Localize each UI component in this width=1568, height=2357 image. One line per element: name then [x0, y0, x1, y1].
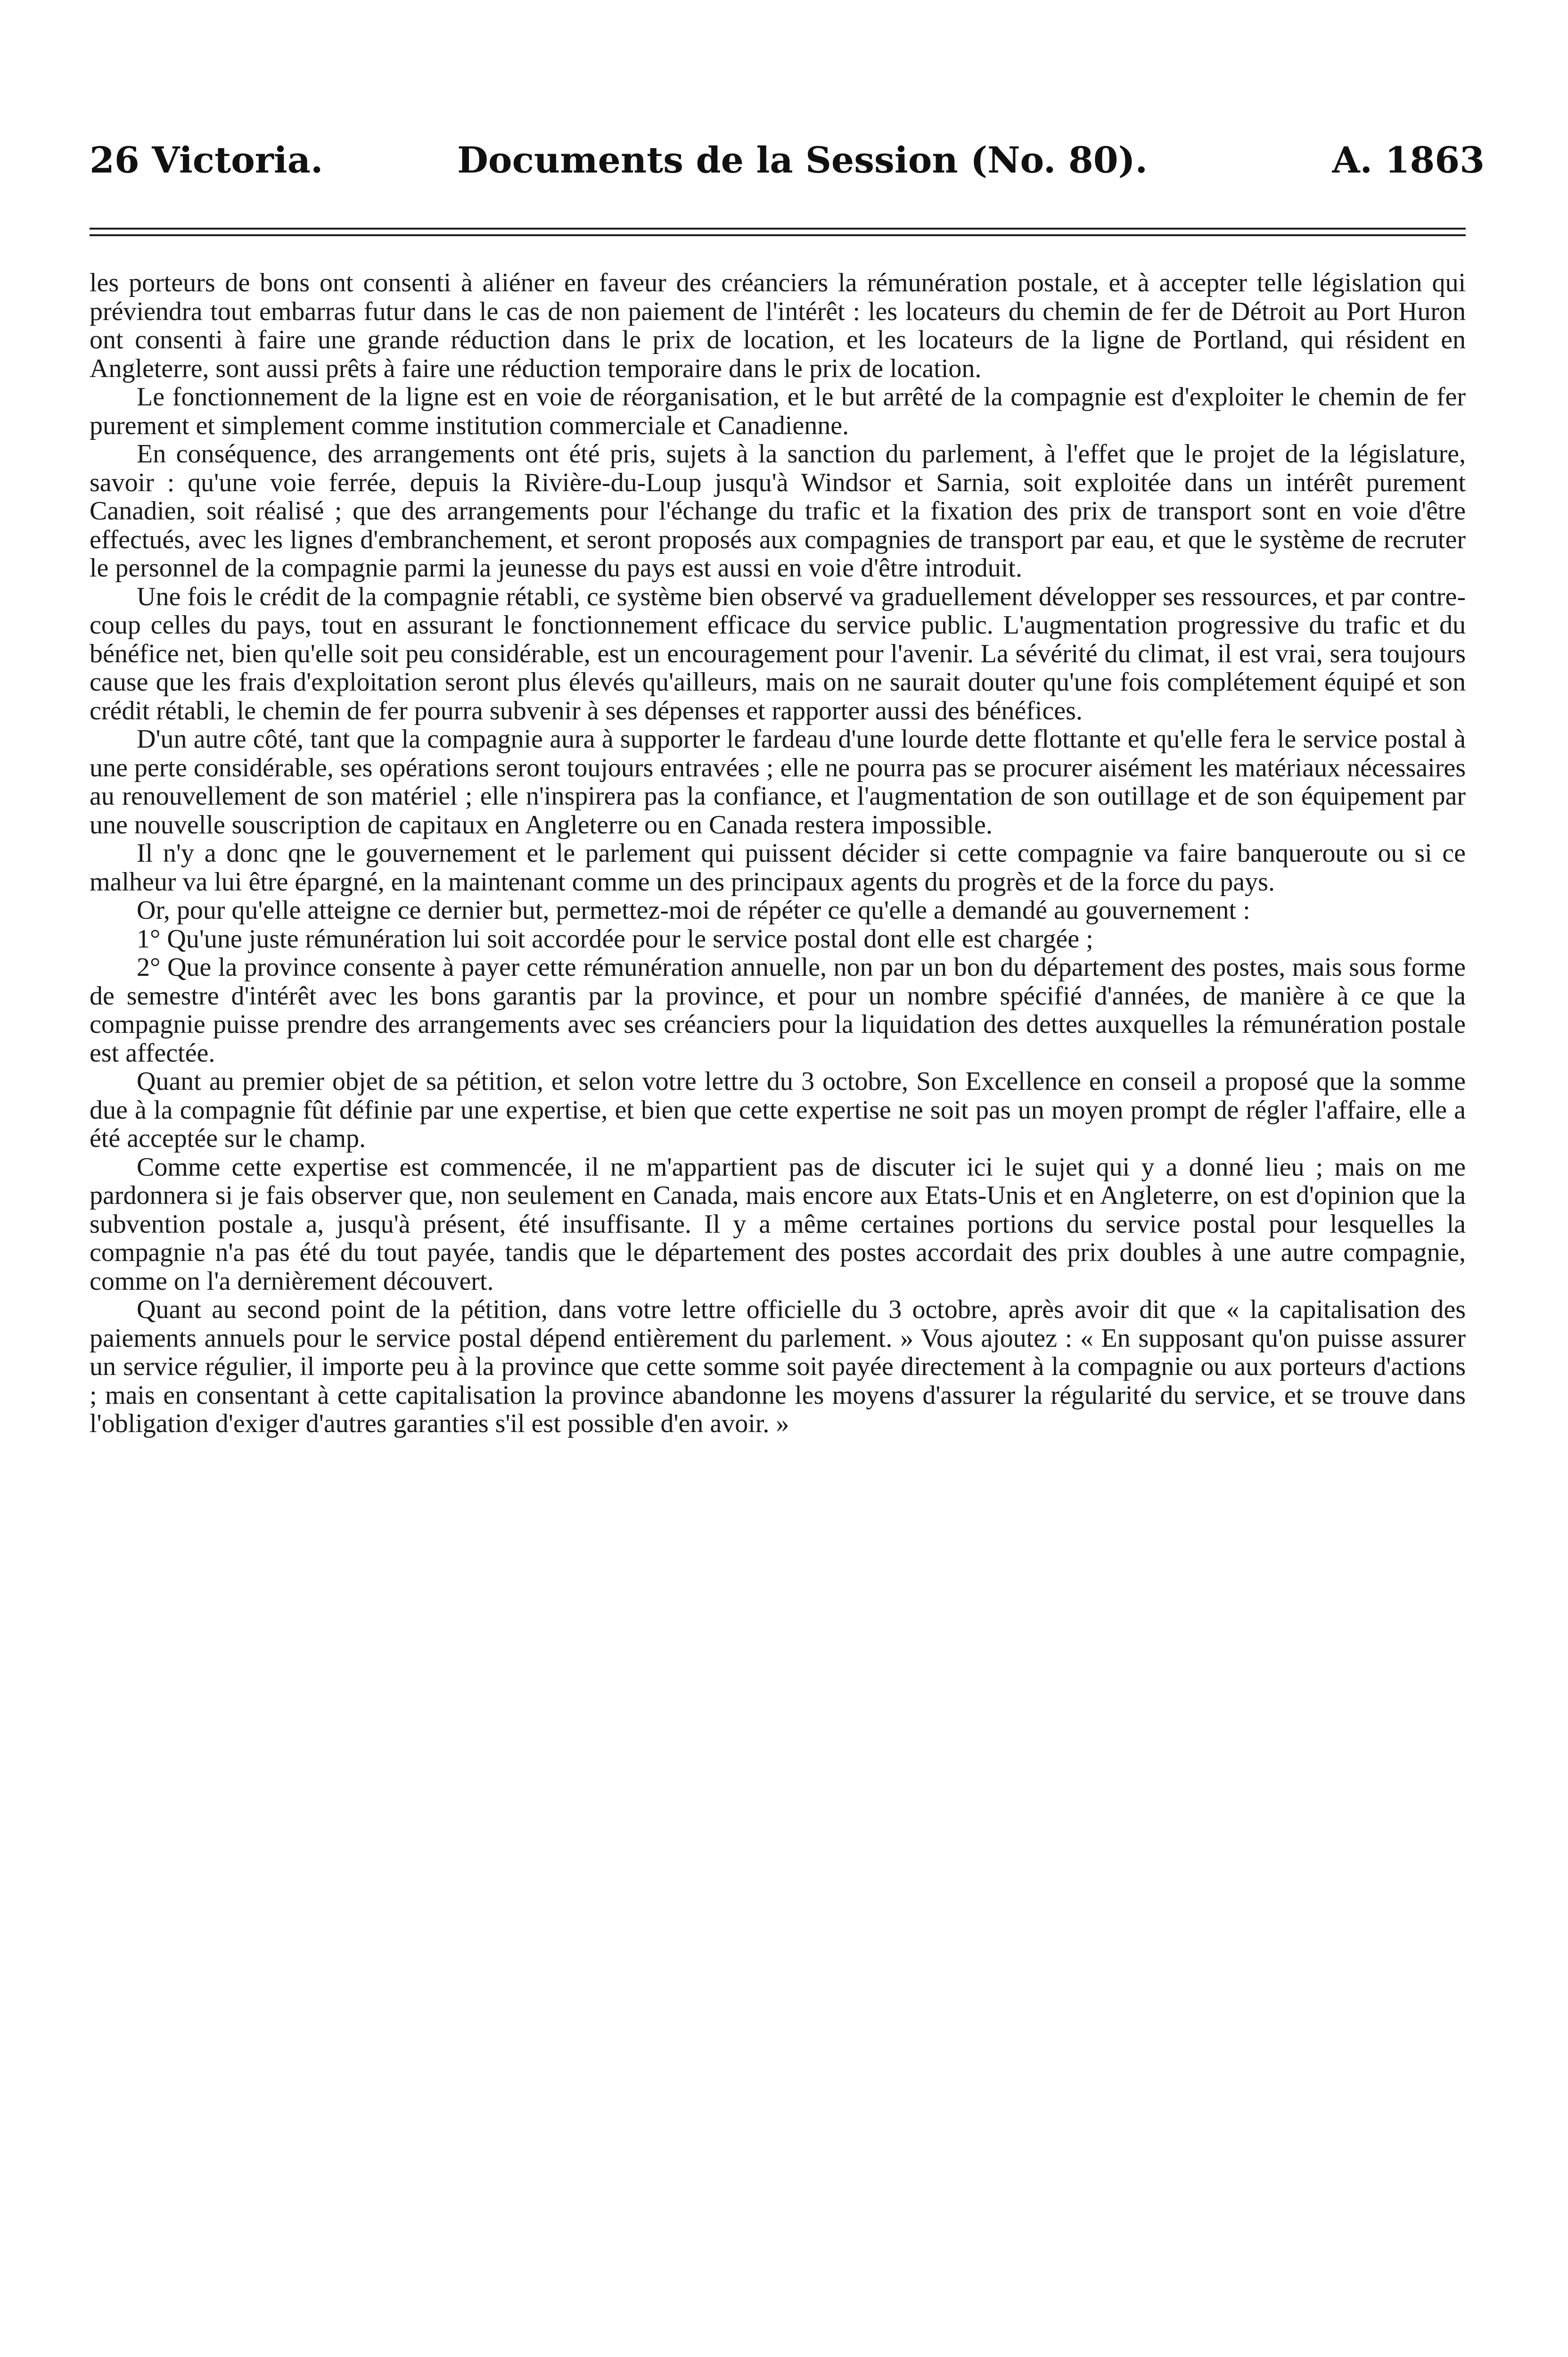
paragraph: 1° Qu'une juste rémunération lui soit accordée pour le service postal dont elle est chargée ;: [137, 924, 1093, 954]
paragraph: 2° Que la province consente à payer cette rémunération annuelle, non par un bon du département des postes, mais sous forme de semestre d'intérêt avec les bons garantis par la province, et pour un nombre spécifié d'années, de manière à ce que la compagnie puisse prendre des arrangements avec ses créanciers pour la liquidation des dettes auxquelles la rémunération postale est affectée.: [90, 953, 1466, 1068]
paragraph: Une fois le crédit de la compagnie rétabli, ce système bien observé va graduellement développer ses ressources, et par contre-coup celles du pays, tout en assurant le fonctionnement efficace du service public. L'augmentation progressive du trafic et du bénéfice net, bien qu'elle soit peu considérable, est un encouragement pour l'avenir. La sévérité du climat, il est vrai, sera toujours cause que les frais d'exploitation seront plus élevés qu'ailleurs, mais on ne saurait douter qu'une fois complétement équipé et son crédit rétabli, le chemin de fer pourra subvenir à ses dépenses et rapporter aussi des bénéfices.: [90, 582, 1466, 725]
running-header: [90, 139, 1485, 191]
paragraph: Or, pour qu'elle atteigne ce dernier but, permettez-moi de répéter ce qu'elle a demandé au gouvernement :: [137, 896, 1250, 925]
header-rule-top: [90, 228, 1466, 230]
paragraph: En conséquence, des arrangements ont été pris, sujets à la sanction du parlement, à l'effet que le projet de la législature, savoir : qu'une voie ferrée, depuis la Rivière-du-Loup jusqu'à Windsor et Sarnia, soit exploitée dans un intérêt purement Canadien, soit réalisé ; que des arrangements pour l'échange du trafic et la fixation des prix de transport sont en voie d'être effectués, avec les lignes d'embranchement, et seront proposés aux compagnies de transport par eau, et que le système de recruter le personnel de la compagnie parmi la jeunesse du pays est aussi en voie d'être introduit.: [90, 439, 1466, 583]
header-volume: 26 Victoria.: [90, 139, 323, 181]
paragraph: Quant au premier objet de sa pétition, et selon votre lettre du 3 octobre, Son Excellence en conseil a proposé que la somme due à la compagnie fût définie par une expertise, et bien que cette expertise ne soit pas un moyen prompt de régler l'affaire, elle a été acceptée sur le champ.: [90, 1067, 1466, 1153]
paragraph: Quant au second point de la pétition, dans votre lettre officielle du 3 octobre, après avoir dit que « la capitalisation des paiements annuels pour le service postal dépend entièrement du parlement. » Vous ajoutez : « En supposant qu'on puisse assurer un service régulier, il importe peu à la province que cette somme soit payée directement à la compagnie ou aux porteurs d'actions ; mais en consentant à cette capitalisation la province abandonne les moyens d'assurer la régularité du service, et se trouve dans l'obligation d'exiger d'autres garanties s'il est possible d'en avoir. »: [90, 1295, 1466, 1438]
paragraph: Le fonctionnement de la ligne est en voie de réorganisation, et le but arrêté de la compagnie est d'exploiter le chemin de fer purement et simplement comme institution commerciale et Canadienne.: [90, 382, 1466, 440]
paragraph: les porteurs de bons ont consenti à aliéner en faveur des créanciers la rémunération postale, et à accepter telle législation qui préviendra tout embarras futur dans le cas de non paiement de l'intérêt : les locateurs du chemin de fer de Détroit au Port Huron ont consenti à faire une grande réduction dans le prix de location, et les locateurs de la ligne de Portland, qui résident en Angleterre, sont aussi prêts à faire une réduction temporaire dans le prix de location.: [90, 268, 1466, 383]
header-rule-bottom: [90, 234, 1466, 236]
paragraph: Il n'y a donc qne le gouvernement et le parlement qui puissent décider si cette compagnie va faire banqueroute ou si ce malheur va lui être épargné, en la maintenant comme un des principaux agents du progrès et de la force du pays.: [90, 839, 1466, 897]
paragraph: Comme cette expertise est commencée, il ne m'appartient pas de discuter ici le sujet qui y a donné lieu ; mais on me pardonnera si je fais observer que, non seulement en Canada, mais encore aux Etats-Unis et en Angleterre, on est d'opinion que la subvention postale a, jusqu'à présent, été insuffisante. Il y a même certaines portions du service postal pour lesquelles la compagnie n'a pas été du tout payée, tandis que le département des postes accordait des prix doubles à une autre compagnie, comme on l'a dernièrement découvert.: [90, 1152, 1466, 1296]
header-title: Documents de la Session (No. 80).: [457, 139, 1148, 181]
body-text: [90, 269, 1466, 1438]
header-year: A. 1863: [1332, 139, 1485, 181]
paragraph: D'un autre côté, tant que la compagnie aura à supporter le fardeau d'une lourde dette flottante et qu'elle fera le service postal à une perte considérable, ses opérations seront toujours entravées ; elle ne pourra pas se procurer aisément les matériaux nécessaires au renouvellement de son matériel ; elle n'inspirera pas la confiance, et l'augmentation de son outillage et de son équipement par une nouvelle souscription de capitaux en Angleterre ou en Canada restera impossible.: [90, 725, 1466, 840]
